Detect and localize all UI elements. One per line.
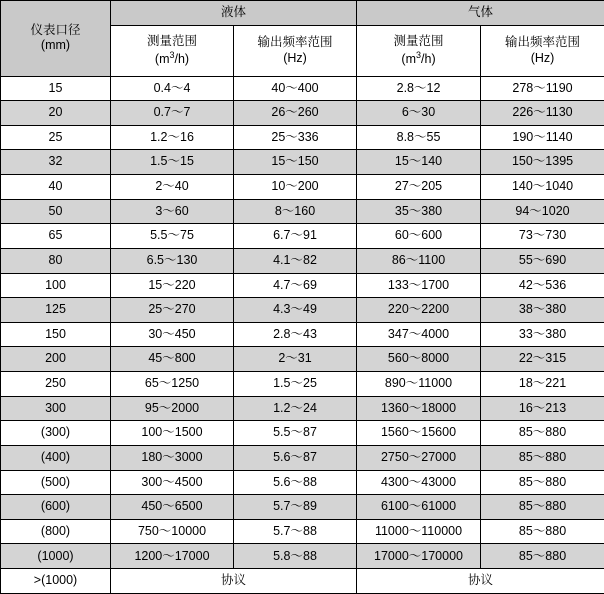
cell-liquid-range: 2～40 [111, 175, 234, 200]
cell-liquid-freq: 15～150 [234, 150, 357, 175]
table-row [1, 544, 604, 569]
table-row [1, 101, 604, 126]
cell-liquid-range: 45～800 [111, 347, 234, 372]
liquid-unit-prefix: (m [154, 51, 170, 66]
table-row [1, 470, 604, 495]
cell-liquid-freq: 6.7～91 [234, 224, 357, 249]
cell-liquid-freq: 25～336 [234, 125, 357, 150]
cell-diameter: 32 [1, 150, 111, 175]
liquid-unit-suffix: /h) [174, 51, 190, 66]
cell-gas-freq: 42～536 [481, 273, 604, 298]
table-row [1, 125, 604, 150]
cell-diameter: 40 [1, 175, 111, 200]
cell-gas-freq: 33～380 [481, 322, 604, 347]
header-gas-range-label: 测量范围 [393, 33, 444, 48]
cell-gas-freq: 85～880 [481, 421, 604, 446]
cell-gas-range: 347～4000 [357, 322, 481, 347]
cell-gas-freq: 85～880 [481, 544, 604, 569]
cell-liquid-freq: 4.3～49 [234, 298, 357, 323]
cell-liquid-freq: 1.2～24 [234, 396, 357, 421]
cell-gas-range: 2.8～12 [357, 76, 481, 101]
cell-liquid-freq: 5.6～87 [234, 445, 357, 470]
cell-gas-freq: 150～1395 [481, 150, 604, 175]
header-liquid-range [111, 25, 234, 76]
table-row [1, 150, 604, 175]
cell-liquid-range: 300～4500 [111, 470, 234, 495]
cell-diameter: 65 [1, 224, 111, 249]
header-liquid-freq-unit: (Hz) [283, 50, 307, 65]
cell-liquid-range: 1200～17000 [111, 544, 234, 569]
table-row [1, 199, 604, 224]
table-row [1, 372, 604, 397]
header-diameter-unit: (mm) [40, 38, 71, 53]
cell-gas-range: 86～1100 [357, 248, 481, 273]
cell-gas-freq: 85～880 [481, 495, 604, 520]
cell-liquid-range: 450～6500 [111, 495, 234, 520]
cell-liquid-range: 1.5～15 [111, 150, 234, 175]
cell-diameter: 25 [1, 125, 111, 150]
cell-diameter: (300) [1, 421, 111, 446]
header-liquid: 液体 [111, 1, 357, 26]
cell-gas-range: 1360～18000 [357, 396, 481, 421]
cell-gas-range: 133～1700 [357, 273, 481, 298]
table-row [1, 76, 604, 101]
cell-gas-freq: 38～380 [481, 298, 604, 323]
cell-gas-freq: 85～880 [481, 519, 604, 544]
gas-unit-suffix: /h) [421, 51, 436, 66]
header-liquid-range-label: 测量范围 [146, 33, 197, 48]
cell-liquid-range: 25～270 [111, 298, 234, 323]
cell-liquid-freq: 5.6～88 [234, 470, 357, 495]
table-row [1, 224, 604, 249]
gas-unit-sup: 3 [416, 49, 422, 60]
header-liquid-freq-label: 输出频率范围 [257, 34, 333, 49]
header-gas: 气体 [357, 1, 604, 26]
cell-gas-freq: 278～1190 [481, 76, 604, 101]
table-row [1, 519, 604, 544]
cell-gas-range: 8.8～55 [357, 125, 481, 150]
table-row [1, 396, 604, 421]
cell-gas-range: 1560～15600 [357, 421, 481, 446]
cell-liquid-freq: 1.5～25 [234, 372, 357, 397]
cell-liquid-freq: 5.7～89 [234, 495, 357, 520]
header-gas-freq-unit: (Hz) [530, 50, 555, 65]
cell-diameter: (500) [1, 470, 111, 495]
cell-gas-freq: 85～880 [481, 445, 604, 470]
cell-liquid-range: 15～220 [111, 273, 234, 298]
cell-gas-range: 60～600 [357, 224, 481, 249]
table-row [1, 347, 604, 372]
cell-gas-range: 35～380 [357, 199, 481, 224]
cell-liquid-freq: 5.5～87 [234, 421, 357, 446]
header-liquid-range-unit [111, 50, 233, 68]
table-row [1, 273, 604, 298]
table-row [1, 248, 604, 273]
table-header-row-1 [1, 1, 604, 26]
cell-liquid-freq: 8～160 [234, 199, 357, 224]
table-row [1, 298, 604, 323]
cell-diameter: 200 [1, 347, 111, 372]
cell-liquid-range: 100～1500 [111, 421, 234, 446]
cell-diameter: (400) [1, 445, 111, 470]
cell-liquid-range: 3～60 [111, 199, 234, 224]
table-row [1, 445, 604, 470]
cell-gas-freq: 16～213 [481, 396, 604, 421]
cell-gas-range: 220～2200 [357, 298, 481, 323]
cell-diameter: 250 [1, 372, 111, 397]
cell-liquid-freq: 2.8～43 [234, 322, 357, 347]
cell-diameter: 125 [1, 298, 111, 323]
header-gas-range [357, 25, 481, 76]
table-body [1, 76, 604, 569]
cell-liquid-freq: 40～400 [234, 76, 357, 101]
cell-liquid-range: 750～10000 [111, 519, 234, 544]
footer-diameter: >(1000) [1, 569, 111, 594]
cell-gas-range: 2750～27000 [357, 445, 481, 470]
liquid-unit-sup: 3 [169, 49, 175, 60]
cell-liquid-range: 0.4～4 [111, 76, 234, 101]
table-row [1, 322, 604, 347]
cell-diameter: 300 [1, 396, 111, 421]
footer-liquid-note: 协议 [111, 569, 357, 594]
cell-liquid-freq: 10～200 [234, 175, 357, 200]
cell-gas-freq: 18～221 [481, 372, 604, 397]
cell-diameter: 15 [1, 76, 111, 101]
cell-gas-freq: 94～1020 [481, 199, 604, 224]
cell-gas-freq: 22～315 [481, 347, 604, 372]
cell-gas-range: 17000～170000 [357, 544, 481, 569]
cell-gas-range: 27～205 [357, 175, 481, 200]
cell-liquid-range: 5.5～75 [111, 224, 234, 249]
header-gas-freq [481, 25, 604, 76]
cell-liquid-freq: 4.7～69 [234, 273, 357, 298]
header-gas-range-unit [357, 50, 480, 68]
cell-diameter: 100 [1, 273, 111, 298]
cell-gas-freq: 226～1130 [481, 101, 604, 126]
cell-gas-range: 890～11000 [357, 372, 481, 397]
cell-diameter: (600) [1, 495, 111, 520]
cell-gas-range: 6100～61000 [357, 495, 481, 520]
cell-liquid-freq: 5.7～88 [234, 519, 357, 544]
cell-liquid-range: 30～450 [111, 322, 234, 347]
table-row [1, 421, 604, 446]
cell-gas-range: 15～140 [357, 150, 481, 175]
header-diameter-label: 仪表口径 [30, 22, 81, 37]
cell-diameter: (800) [1, 519, 111, 544]
cell-liquid-range: 1.2～16 [111, 125, 234, 150]
table-row [1, 175, 604, 200]
table-row [1, 495, 604, 520]
header-gas-freq-label: 输出频率范围 [505, 34, 581, 49]
cell-liquid-freq: 4.1～82 [234, 248, 357, 273]
cell-liquid-range: 180～3000 [111, 445, 234, 470]
cell-gas-range: 4300～43000 [357, 470, 481, 495]
cell-liquid-freq: 5.8～88 [234, 544, 357, 569]
header-liquid-freq [234, 25, 357, 76]
header-diameter [1, 1, 111, 77]
table-footer-row [1, 569, 604, 594]
cell-diameter: (1000) [1, 544, 111, 569]
cell-liquid-range: 95～2000 [111, 396, 234, 421]
cell-liquid-range: 0.7～7 [111, 101, 234, 126]
footer-gas-note: 协议 [357, 569, 604, 594]
cell-gas-freq: 55～690 [481, 248, 604, 273]
cell-diameter: 50 [1, 199, 111, 224]
cell-liquid-freq: 2～31 [234, 347, 357, 372]
gas-unit-prefix: (m [401, 51, 416, 66]
cell-gas-freq: 73～730 [481, 224, 604, 249]
cell-gas-range: 6～30 [357, 101, 481, 126]
cell-liquid-range: 6.5～130 [111, 248, 234, 273]
cell-diameter: 80 [1, 248, 111, 273]
cell-gas-range: 560～8000 [357, 347, 481, 372]
cell-gas-range: 11000～110000 [357, 519, 481, 544]
cell-gas-freq: 190～1140 [481, 125, 604, 150]
cell-gas-freq: 140～1040 [481, 175, 604, 200]
cell-liquid-freq: 26～260 [234, 101, 357, 126]
cell-gas-freq: 85～880 [481, 470, 604, 495]
cell-diameter: 20 [1, 101, 111, 126]
cell-liquid-range: 65～1250 [111, 372, 234, 397]
cell-diameter: 150 [1, 322, 111, 347]
